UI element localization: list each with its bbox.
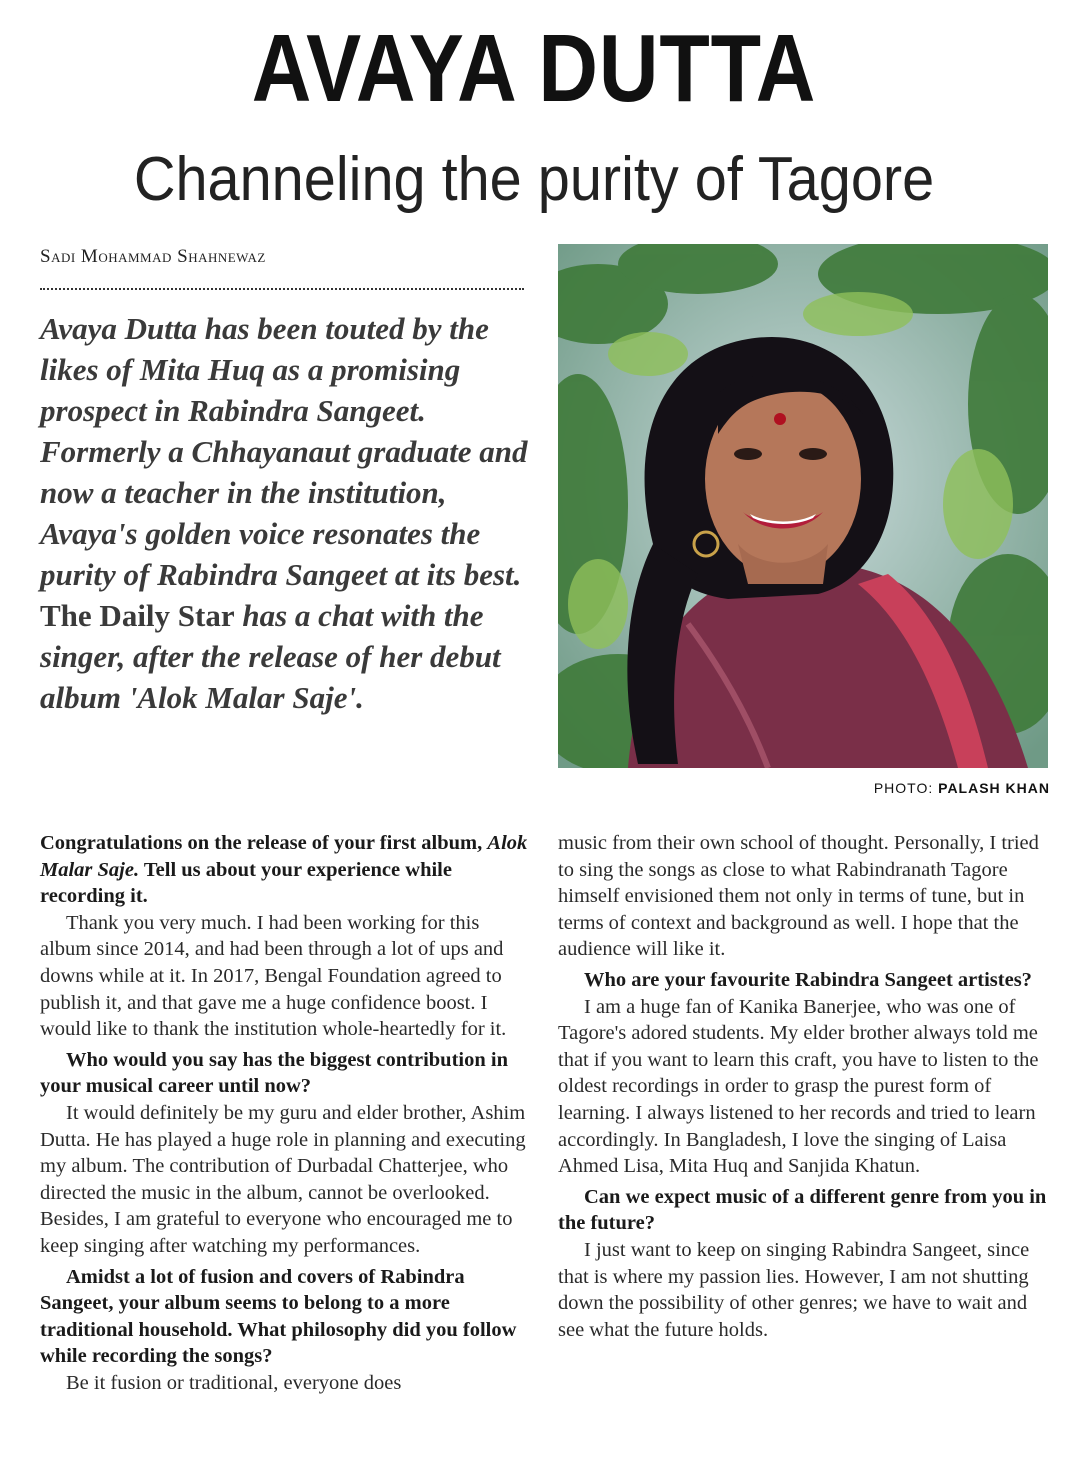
interview-column-right: [558, 830, 1048, 1343]
question-1-text-a: Congratulations on the release of your first album,: [40, 832, 483, 854]
dotted-divider: [40, 288, 524, 290]
answer-4: I am a huge fan of Kanika Banerjee, who was one of Tagore's adored students. My elder brother always told me that if you want to learn this craft, you have to listen to the oldest recordings in order to grasp the purest form of learning. I always listened to her records and tried to learn accordingly. In Bangladesh, I love the singing of Laisa Ahmed Lisa, Mita Huq and Sanjida Khatun.: [558, 995, 1039, 1178]
intro-text-b: has a chat with the singer, after the release of her debut album 'Alok Malar Saje'.: [40, 598, 501, 715]
question-2: Who would you say has the biggest contribution in your musical career until now?: [40, 1048, 508, 1098]
subheadline: Channeling the purity of Tagore: [133, 145, 935, 214]
answer-5: I just want to keep on singing Rabindra Sangeet, since that is where my passion lies. However, I am not shutting down the possibility of other genres; we have to wait and see what the future holds.: [558, 1238, 1030, 1341]
answer-1: Thank you very much. I had been working for this album since 2014, and had been through a lot of ups and downs while at it. In 2017, Bengal Foundation agreed to publish it, and that gave me a huge confidence boost. I would like to thank the institution whole-heartedly for it.: [40, 911, 507, 1041]
question-1: [40, 830, 530, 910]
photo-credit: [558, 780, 1050, 796]
question-1-text-b: Tell us about your experience while recording it.: [40, 858, 452, 908]
answer-3-start: Be it fusion or traditional, everyone does: [66, 1371, 402, 1394]
photo-credit-name: PALASH KHAN: [938, 780, 1050, 796]
question-3: Amidst a lot of fusion and covers of Rabindra Sangeet, your album seems to belong to a more traditional household. What philosophy did you follow while recording the songs?: [40, 1265, 517, 1368]
portrait-photo: [558, 244, 1048, 768]
answer-3-continued: music from their own school of thought. Personally, I tried to sing the songs as close to what Rabindranath Tagore himself envisioned them not only in terms of tune, but in terms of context and background as well. I hope that the audience will like it.: [558, 832, 1039, 961]
byline: Sadi Mohammad Shahnewaz: [40, 246, 266, 267]
interview-column-left: [40, 830, 530, 1396]
intro-brand: The Daily Star: [40, 598, 235, 633]
album-title: Alok Malar Saje.: [40, 832, 528, 881]
photo-credit-label: PHOTO:: [873, 780, 934, 796]
headline: AVAYA DUTTA: [251, 15, 817, 122]
question-5: Can we expect music of a different genre from you in the future?: [558, 1185, 1047, 1235]
intro-text-a: Avaya Dutta has been touted by the likes of Mita Huq as a promising prospect in Rabindra Sangeet. Formerly a Chhayanaut graduate and now a teacher in the institution, Avaya's golden voice resonates the purity of Rabindra Sangeet at its best.: [40, 311, 528, 592]
answer-2: It would definitely be my guru and elder brother, Ashim Dutta. He has played a huge role in planning and executing my album. The contribution of Durbadal Chatterjee, who directed the music in the album, cannot be overlooked. Besides, I am grateful to everyone who encouraged me to keep singing after watching my performances.: [40, 1101, 526, 1257]
question-4: Who are your favourite Rabindra Sangeet artistes?: [584, 968, 1032, 991]
intro-paragraph: [40, 308, 540, 718]
